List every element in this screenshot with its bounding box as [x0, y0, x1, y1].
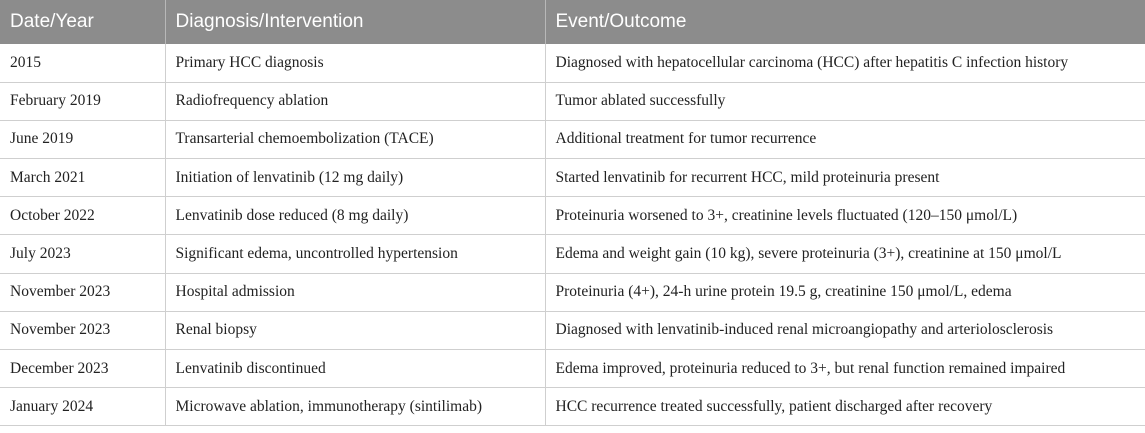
header-diagnosis-intervention: Diagnosis/Intervention — [165, 0, 545, 44]
table-row — [0, 388, 1145, 426]
table-row — [0, 235, 1145, 273]
table-row — [0, 82, 1145, 120]
table-header — [0, 0, 1145, 44]
cell-intervention: Hospital admission — [165, 273, 545, 311]
cell-outcome: Tumor ablated successfully — [545, 82, 1145, 120]
cell-outcome: Edema and weight gain (10 kg), severe proteinuria (3+), creatinine at 150 μmol/L — [545, 235, 1145, 273]
header-event-outcome: Event/Outcome — [545, 0, 1145, 44]
cell-outcome: Additional treatment for tumor recurrence — [545, 120, 1145, 158]
table-row — [0, 273, 1145, 311]
cell-intervention: Lenvatinib dose reduced (8 mg daily) — [165, 197, 545, 235]
cell-outcome: Proteinuria (4+), 24-h urine protein 19.5 g, creatinine 150 μmol/L, edema — [545, 273, 1145, 311]
table-row — [0, 311, 1145, 349]
cell-outcome: Started lenvatinib for recurrent HCC, mild proteinuria present — [545, 159, 1145, 197]
cell-outcome: Diagnosed with lenvatinib-induced renal microangiopathy and arteriolosclerosis — [545, 311, 1145, 349]
header-row — [0, 0, 1145, 44]
cell-date: December 2023 — [0, 350, 165, 388]
cell-date: July 2023 — [0, 235, 165, 273]
cell-date: June 2019 — [0, 120, 165, 158]
cell-intervention: Renal biopsy — [165, 311, 545, 349]
cell-intervention: Initiation of lenvatinib (12 mg daily) — [165, 159, 545, 197]
cell-intervention: Transarterial chemoembolization (TACE) — [165, 120, 545, 158]
cell-date: November 2023 — [0, 273, 165, 311]
table-row — [0, 44, 1145, 82]
cell-outcome: Edema improved, proteinuria reduced to 3+, but renal function remained impaired — [545, 350, 1145, 388]
table-row — [0, 159, 1145, 197]
cell-date: February 2019 — [0, 82, 165, 120]
cell-date: 2015 — [0, 44, 165, 82]
table-row — [0, 120, 1145, 158]
cell-outcome: Diagnosed with hepatocellular carcinoma (HCC) after hepatitis C infection history — [545, 44, 1145, 82]
table-row — [0, 350, 1145, 388]
cell-intervention: Primary HCC diagnosis — [165, 44, 545, 82]
cell-date: January 2024 — [0, 388, 165, 426]
cell-intervention: Lenvatinib discontinued — [165, 350, 545, 388]
header-date-year: Date/Year — [0, 0, 165, 44]
cell-date: November 2023 — [0, 311, 165, 349]
cell-date: October 2022 — [0, 197, 165, 235]
cell-outcome: Proteinuria worsened to 3+, creatinine levels fluctuated (120–150 μmol/L) — [545, 197, 1145, 235]
cell-date: March 2021 — [0, 159, 165, 197]
cell-intervention: Radiofrequency ablation — [165, 82, 545, 120]
cell-intervention: Microwave ablation, immunotherapy (sintilimab) — [165, 388, 545, 426]
cell-intervention: Significant edema, uncontrolled hypertension — [165, 235, 545, 273]
cell-outcome: HCC recurrence treated successfully, patient discharged after recovery — [545, 388, 1145, 426]
table-row — [0, 197, 1145, 235]
table-body — [0, 44, 1145, 426]
